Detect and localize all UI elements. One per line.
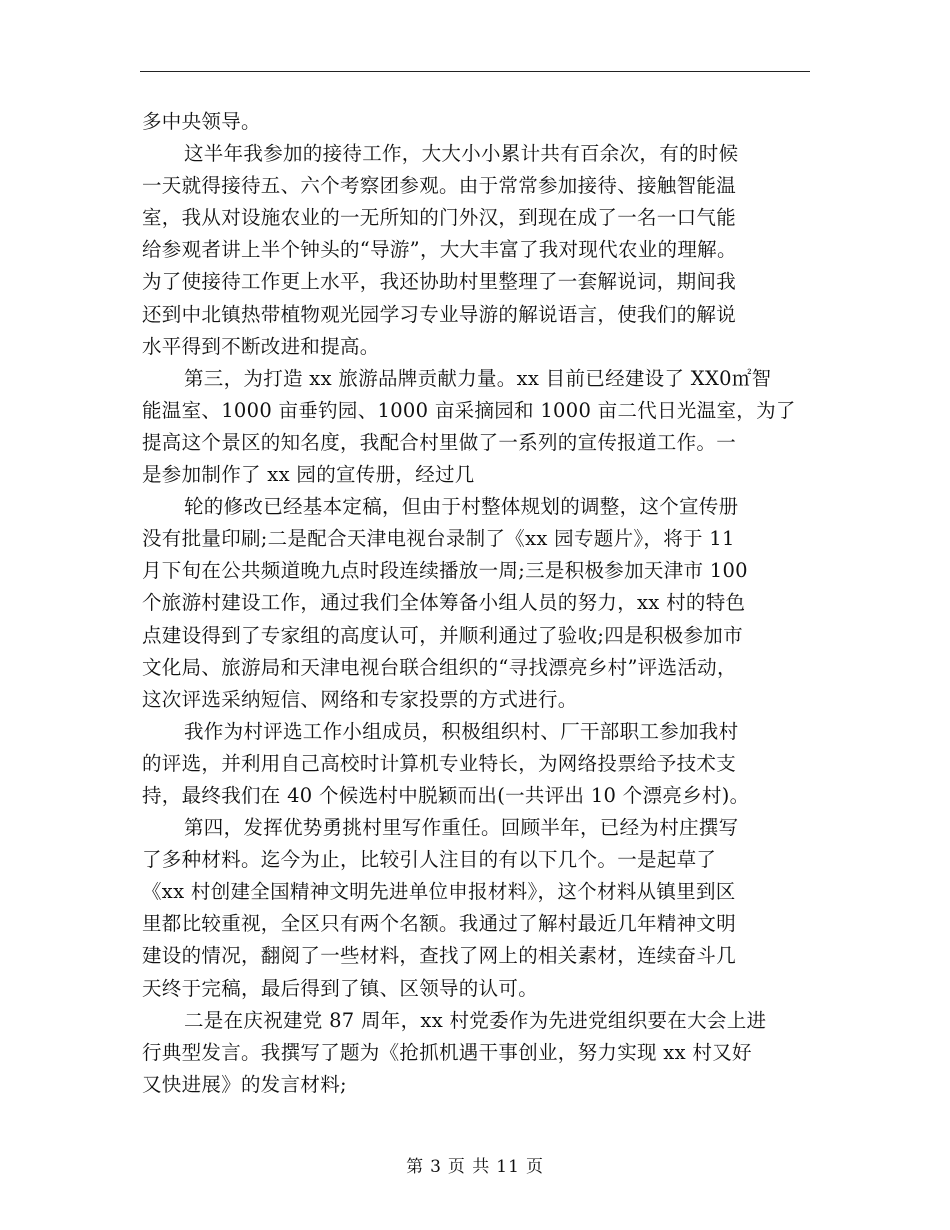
text-line: 给参观者讲上半个钟头的“导游”，大大丰富了我对现代农业的理解。	[142, 238, 737, 262]
text-line: 文化局、旅游局和天津电视台联合组织的“寻找漂亮乡村”评选活动，	[142, 655, 737, 679]
text-line: 天终于完稿，最后得到了镇、区领导的认可。	[142, 976, 539, 1000]
text-line: 又快进展》的发言材料;	[142, 1072, 347, 1096]
text-line: 个旅游村建设工作，通过我们全体筹备小组人员的努力，xx 村的特色	[142, 591, 746, 615]
text-line: 了多种材料。迄今为止，比较引人注目的有以下几个。一是起草了	[142, 848, 717, 872]
paragraph-start-line: 我作为村评选工作小组成员，积极组织村、厂干部职工参加我村	[184, 719, 739, 743]
text-line: 《xx 村创建全国精神文明先进单位申报材料》，这个材料从镇里到区	[142, 880, 736, 904]
text-line: 是参加制作了 xx 园的宣传册，经过几	[142, 463, 475, 487]
text-line: 没有批量印刷;二是配合天津电视台录制了《xx 园专题片》，将于 11	[142, 527, 735, 551]
paragraph-start-line: 第四，发挥优势勇挑村里写作重任。回顾半年，已经为村庄撰写	[184, 816, 739, 840]
text-line: 还到中北镇热带植物观光园学习专业导游的解说语言，使我们的解说	[142, 302, 737, 326]
text-line: 提高这个景区的知名度，我配合村里做了一系列的宣传报道工作。一	[142, 430, 737, 454]
paragraph-start-line: 这半年我参加的接待工作，大大小小累计共有百余次，有的时候	[184, 142, 739, 166]
text-line: 点建设得到了专家组的高度认可，并顺利通过了验收;四是积极参加市	[142, 623, 743, 647]
document-body	[142, 106, 812, 1101]
text-line: 为了使接待工作更上水平，我还协助村里整理了一套解说词，期间我	[142, 270, 737, 294]
footer-prefix: 第	[406, 1157, 425, 1177]
text-line: 月下旬在公共频道晚九点时段连续播放一周;三是积极参加天津市 100	[142, 559, 748, 583]
text-line: 能温室、1000 亩垂钓园、1000 亩采摘园和 1000 亩二代日光温室，为了	[142, 398, 796, 422]
header-rule	[140, 71, 810, 72]
paragraph-start-line: 二是在庆祝建党 87 周年，xx 村党委作为先进党组织要在大会上进	[184, 1008, 767, 1032]
text-line: 一天就得接待五、六个考察团参观。由于常常参加接待、接触智能温	[142, 174, 737, 198]
paragraph-start-line: 轮的修改已经基本定稿，但由于村整体规划的调整，这个宣传册	[184, 495, 739, 519]
text-line: 的评选，并利用自己高校时计算机专业特长，为网络投票给予技术支	[142, 751, 737, 775]
page-footer	[0, 1152, 950, 1177]
text-line-1: 多中央领导。	[142, 110, 261, 133]
total-pages: 11	[496, 1157, 520, 1177]
text-line: 建设的情况，翻阅了一些材料，查找了网上的相关素材，连续奋斗几	[142, 944, 737, 968]
footer-middle: 页 共	[447, 1157, 491, 1177]
text-line: 里都比较重视，全区只有两个名额。我通过了解村最近几年精神文明	[142, 912, 737, 936]
text-line: 室，我从对设施农业的一无所知的门外汉，到现在成了一名一口气能	[142, 206, 737, 230]
text-line: 水平得到不断改进和提高。	[142, 334, 380, 358]
page-number: 3	[430, 1157, 442, 1177]
text-line: 行典型发言。我撰写了题为《抢抓机遇干事创业，努力实现 xx 村又好	[142, 1040, 752, 1064]
paragraph-start-line: 第三，为打造 xx 旅游品牌贡献力量。xx 目前已经建设了 XX0㎡智	[184, 366, 772, 390]
text-line: 持，最终我们在 40 个候选村中脱颖而出(一共评出 10 个漂亮乡村)。	[142, 783, 750, 807]
text-line: 这次评选采纳短信、网络和专家投票的方式进行。	[142, 687, 578, 711]
footer-suffix: 页	[525, 1157, 544, 1177]
